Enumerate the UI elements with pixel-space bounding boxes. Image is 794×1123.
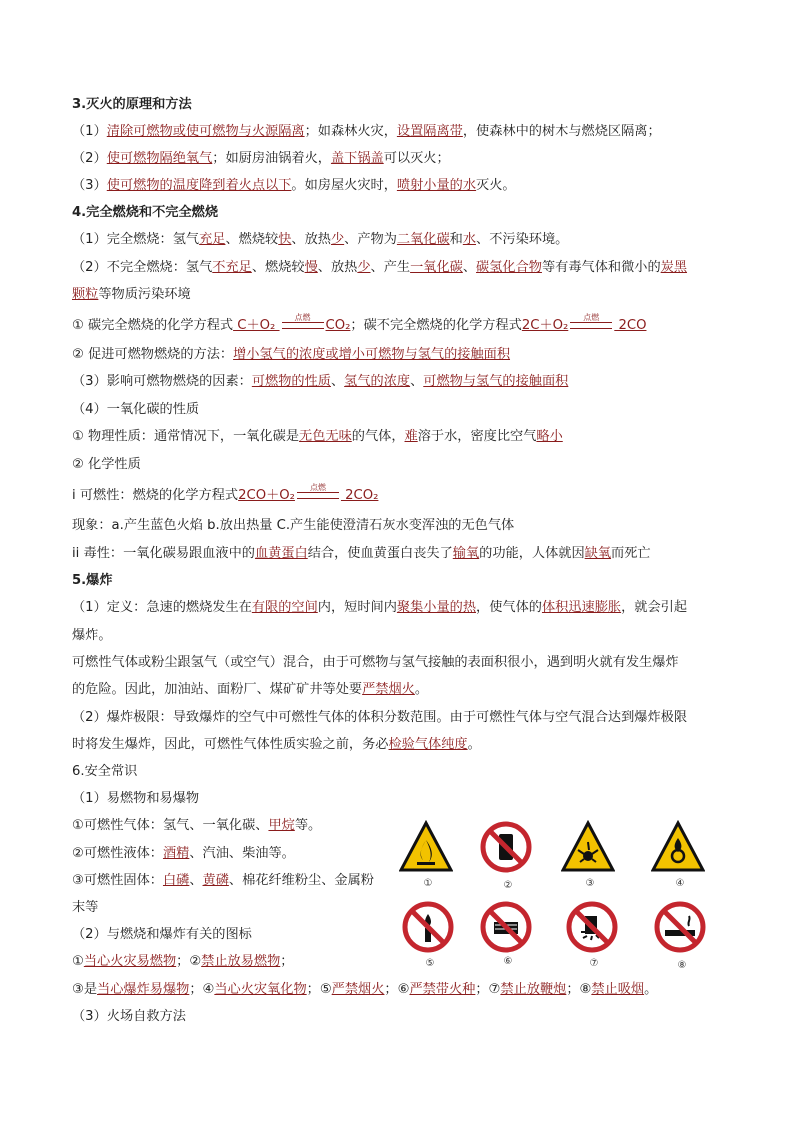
explosive-warning-icon (561, 820, 615, 874)
s5-line-4: （2）爆炸极限：导致爆炸的空气中可燃性气体的体积分数范围。由于可燃性气体与空气混合达到爆炸极限 (72, 710, 688, 725)
sign-number: ⑧ (677, 960, 687, 971)
s6-line-4: ③可燃性固体：白磷、黄磷、棉花纤维粉尘、金属粉 (72, 873, 374, 888)
s5-line-1: （1）定义：急速的燃烧发生在有限的空间内，短时间内聚集小量的热，使气体的体积迅速膨胀，就会引起 (72, 600, 688, 615)
no-smoking-icon (653, 900, 707, 954)
s4-line-7: ② 化学性质 (72, 457, 141, 472)
s3-line-2: （2）使可燃物隔绝氧气；如厨房油锅着火，盖下锅盖可以灭火； (72, 151, 450, 166)
no-fireworks-icon (565, 900, 619, 954)
s4-line-4: （3）影响可燃物燃烧的因素：可燃物的性质、氢气的浓度、可燃物与氢气的接触面积 (72, 374, 569, 389)
reaction-arrow: 点燃 (280, 317, 326, 335)
s6-line-8: ③是当心爆炸易爆物；④当心火灾氧化物；⑤严禁烟火；⑥严禁带火种；⑦禁止放鞭炮；⑧禁止吸烟。 (72, 982, 658, 997)
oxidizer-warning-icon (651, 820, 705, 874)
flammable-warning-icon (399, 820, 453, 874)
s6-line-2: ①可燃性气体：氢气、一氧化碳、甲烷等。 (72, 818, 322, 833)
sign-number: ④ (675, 878, 685, 889)
s6-line-7: ①当心火灾易燃物；②禁止放易燃物； (72, 954, 294, 969)
s5-line-2: 可燃性气体或粉尘跟氢气（或空气）混合，由于可燃物与氢气接触的表面积很小，遇到明火就有发生爆炸 (72, 655, 679, 670)
sign-number: ⑦ (589, 958, 599, 969)
s6-line-6: （2）与燃烧和爆炸有关的图标 (72, 927, 252, 942)
s4-line-9: ii 毒性：一氧化碳易跟血液中的血黄蛋白结合，使血黄蛋白丧失了输氧的功能，人体就因缺氧而死亡 (72, 546, 651, 561)
s4-line-2b: 颗粒等物质污染环境 (72, 287, 191, 302)
sign-number: ② (503, 880, 513, 891)
reaction-arrow: 点燃 (568, 317, 614, 335)
section-3-title: 3.灭火的原理和方法 (72, 97, 192, 112)
section-6-title: 6.安全常识 (72, 764, 138, 779)
s6-line-5: 末等 (72, 900, 99, 915)
s6-line-1: （1）易燃物和易爆物 (72, 791, 200, 806)
s5-line-5: 时将发生爆炸，因此，可燃性气体性质实验之前，务必检验气体纯度。 (72, 737, 481, 752)
s4-line-1: （1）完全燃烧：氢气充足、燃烧较快、放热少、产物为二氧化碳和水、不污染环境。 (72, 232, 569, 247)
s4-line-6: ① 物理性质：通常情况下，一氧化碳是无色无味的气体，难溶于水，密度比空气略小 (72, 429, 563, 444)
s6-line-9: （3）火场自救方法 (72, 1009, 186, 1024)
safety-signs-figure (395, 818, 725, 978)
s5-line-3: 的危险。因此，加油站、面粉厂、煤矿矿井等处要严禁烟火。 (72, 682, 429, 697)
section-5-title: 5.爆炸 (72, 573, 113, 588)
reaction-arrow: 点燃 (295, 487, 341, 505)
section-4-title: 4.完全燃烧和不完全燃烧 (72, 205, 219, 220)
s5-line-1b: 爆炸。 (72, 628, 112, 643)
s6-line-3: ②可燃性液体：酒精、汽油、柴油等。 (72, 846, 295, 861)
sign-number: ① (423, 878, 433, 889)
s4-equation-co: i 可燃性：燃烧的化学方程式2CO＋O₂ 点燃 2CO₂ (72, 483, 379, 503)
no-matches-icon (479, 900, 533, 954)
no-open-flame-icon (401, 900, 455, 954)
s3-line-3: （3）使可燃物的温度降到着火点以下。如房屋火灾时，喷射小量的水灭火。 (72, 178, 516, 193)
no-flammables-icon (479, 820, 533, 874)
sign-number: ③ (585, 878, 595, 889)
sign-number: ⑤ (425, 958, 435, 969)
sign-number: ⑥ (503, 956, 513, 967)
s4-line-3: ② 促进可燃物燃烧的方法：增小氢气的浓度或增小可燃物与氢气的接触面积 (72, 347, 511, 362)
s4-line-5: （4）一氧化碳的性质 (72, 402, 200, 417)
s4-line-2: （2）不完全燃烧：氢气不充足、燃烧较慢、放热少、产生一氧化碳、碳氢化合物等有毒气体和微小的炭黑 (72, 260, 688, 275)
s3-line-1: （1）清除可燃物或使可燃物与火源隔离；如森林火灾，设置隔离带，使森林中的树木与燃烧区隔离； (72, 124, 661, 139)
s4-line-8: 现象：a.产生蓝色火焰 b.放出热量 C.产生能使澄清石灰水变浑浊的无色气体 (72, 518, 515, 533)
s4-equation-carbon: ① 碳完全燃烧的化学方程式 C＋O₂ 点燃 CO₂；碳不完全燃烧的化学方程式2C＋O₂ 点燃 2CO (72, 313, 647, 333)
